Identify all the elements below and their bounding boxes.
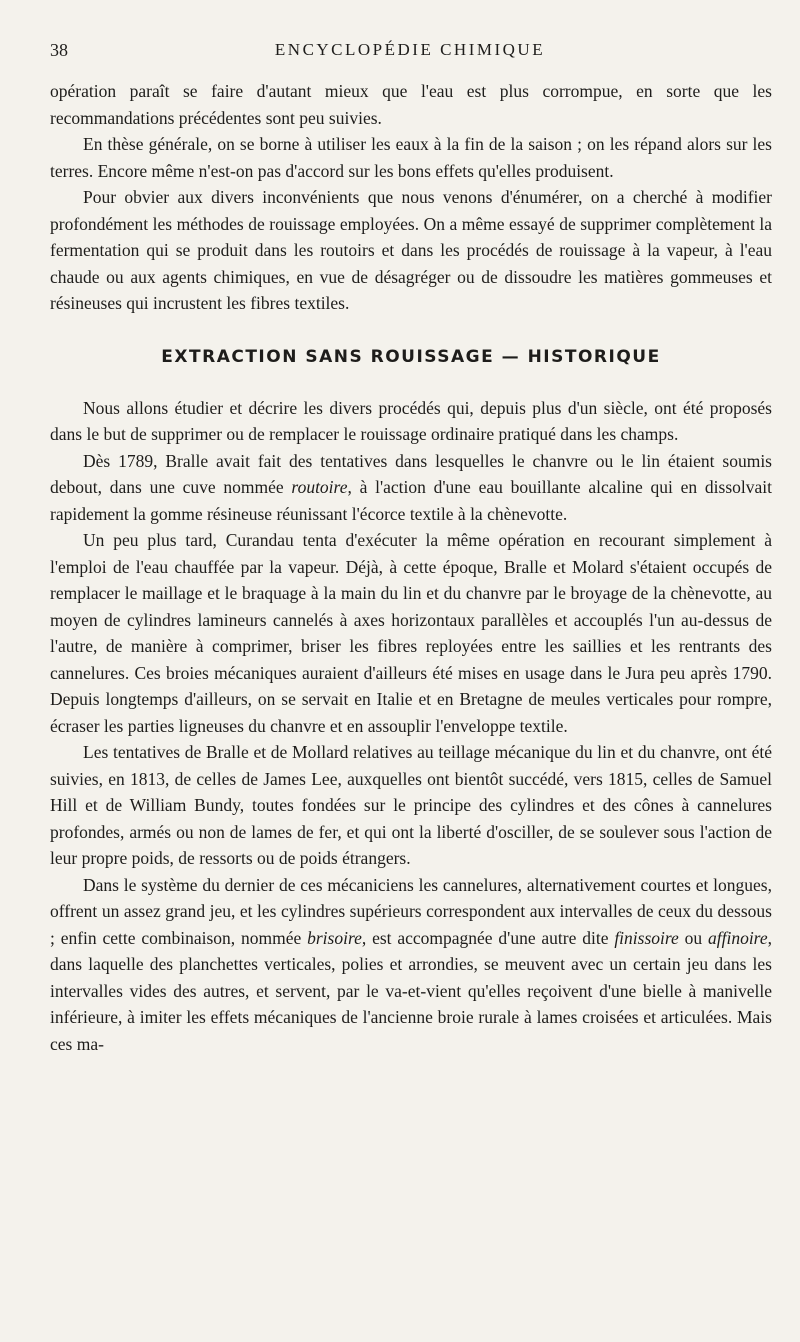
section-title: EXTRACTION SANS ROUISSAGE — HISTORIQUE	[161, 346, 661, 367]
paragraph-6: Un peu plus tard, Curandau tenta d'exécuter la même opération en recourant simplement à l'emploi de l'eau chauffée par la vapeur. Déjà, à cette époque, Bralle et Molard s'étaient occupés de remplacer le maillage et le braquage à la main du lin et du chanvre par le broyage de la chènevotte, au moyen de cylindres lamineurs cannelés à axes horizontaux parallèles et accouplés l'un au-dessus de l'autre, de manière à comprimer, briser les fibres reployées entre les saillies et les rentrants des cannelures. Ces broies mécaniques auraient d'ailleurs été mises en usage dans le Jura peu après 1790. Depuis longtemps d'ailleurs, on se servait en Italie et en Bretagne de meules verticales pour rompre, écraser les parties ligneuses du chanvre et en assouplir l'enveloppe textile.	[50, 530, 772, 736]
page-header	[50, 40, 770, 66]
term-finissoire: finissoire	[614, 927, 679, 948]
paragraph-5-text-a: Dès 1789, Bralle avait fait des tentatives dans lesquelles le chanvre ou le lin étaient soumis debout, dans une cuve nommée	[50, 450, 772, 497]
paragraph-8	[50, 872, 772, 1058]
term-routoire: routoire	[291, 477, 348, 497]
term-affinoire: affinoire	[707, 927, 768, 948]
paragraph-5	[50, 448, 772, 528]
paragraph-1: opération paraît se faire d'autant mieux que l'eau est plus corrompue, en sorte que les recommandations précédentes sont peu suivies.	[50, 81, 772, 128]
paragraph-7: Les tentatives de Bralle et de Mollard relatives au teillage mécanique du lin et du chanvre, ont été suivies, en 1813, de celles de James Lee, auxquelles ont bientôt succédé, vers 1815, celles de Samuel Hill et de William Bundy, toutes fondées sur le principe des cylindres et des cônes à cannelures profondes, armés ou non de lames de fer, et qui ont la liberté d'osciller, de se soulever sous l'action de leur propre poids, de ressorts ou de poids étrangers.	[50, 742, 772, 868]
paragraph-4: Nous allons étudier et décrire les divers procédés qui, depuis plus d'un siècle, ont été proposés dans le but de supprimer ou de remplacer le rouissage ordinaire pratiqué dans les champs.	[50, 397, 772, 444]
running-title: ENCYCLOPÉDIE CHIMIQUE	[274, 40, 546, 59]
page-number: 38	[50, 40, 68, 60]
term-brisoire: brisoire	[307, 927, 362, 948]
paragraph-8-text-b: , est accompagnée d'une autre dite	[361, 927, 615, 948]
paragraph-3: Pour obvier aux divers inconvénients que nous venons d'énumérer, on a cherché à modifier profondément les méthodes de rouissage employées. On a même essayé de supprimer complètement la fermentation qui se produit dans les routoirs et dans les procédés de rouissage à la vapeur, à l'eau chaude ou aux agents chimiques, en vue de désagréger ou de dissoudre les matières gommeuses et résineuses qui incrustent les fibres textiles.	[50, 187, 772, 313]
paragraph-8-text-d: , dans laquelle des planchettes verticales, polies et arrondies, se meuvent avec un certain jeu dans les intervalles vides des autres, et servent, par le va-et-vient qu'elles reçoivent d'une bielle à manivelle inférieure, à imiter les effets mécaniques de l'ancienne broie rurale à lames croisées et articulées. Mais ces ma-	[50, 927, 772, 1054]
paragraph-8-text-c: ou	[678, 927, 708, 948]
paragraph-2: En thèse générale, on se borne à utiliser les eaux à la fin de la saison ; on les répand alors sur les terres. Encore même n'est-on pas d'accord sur les bons effets qu'elles produisent.	[50, 134, 772, 181]
paragraph-8-text-a: Dans le système du dernier de ces mécaniciens les cannelures, alternativement courtes et longues, offrent un assez grand jeu, et les cylindres supérieurs correspondent aux intervalles de ceux du dessous ; enfin cette combinaison, nommée	[50, 874, 772, 948]
body-text	[50, 78, 772, 1057]
paragraph-5-text-b: , à l'action d'une eau bouillante alcaline qui en dissolvait rapidement la gomme résineuse réunissant l'écorce textile à la chènevotte.	[50, 477, 772, 524]
